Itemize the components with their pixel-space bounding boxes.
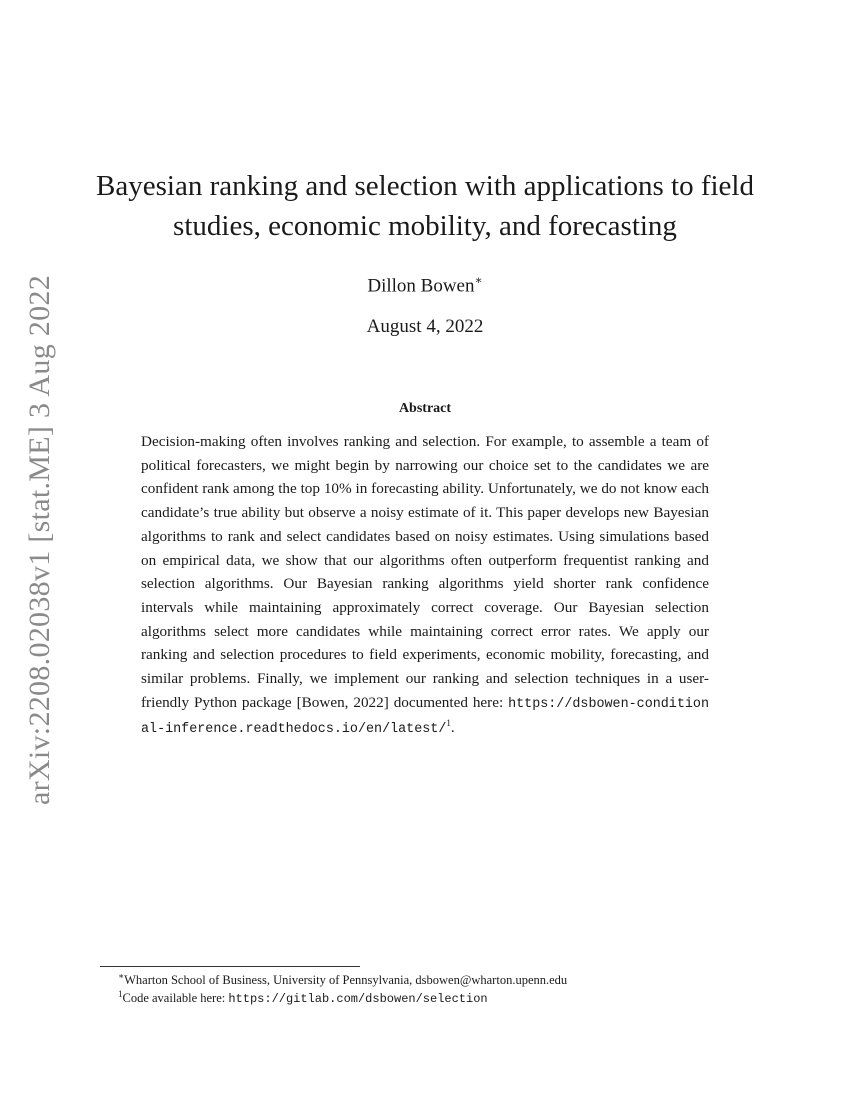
abstract-body (141, 430, 709, 742)
footnote-separator (100, 966, 360, 967)
footnotes (118, 971, 758, 1008)
title-line-2: studies, economic mobility, and forecasting (173, 210, 677, 242)
footnote-2-mark: 1 (118, 988, 123, 999)
footnote-code (118, 989, 758, 1008)
author-footnote-mark: ∗ (474, 273, 483, 287)
code-repository-link[interactable]: https://gitlab.com/dsbowen/selection (228, 992, 488, 1006)
footnote-2-text: Code available here: (122, 991, 226, 1005)
arxiv-identifier-stamp: arXiv:2208.02038v1 [stat.ME] 3 Aug 2022 (23, 275, 56, 805)
abstract-text: Decision-making often involves ranking and selection. For example, to assemble a team of political forecasters, we might begin by narrowing our choice set to the candidates we are confident rank among the top 10% in forecasting ability. Unfortunately, we do not know each candidate’s true ability but observe a noisy estimate of it. This paper develops new Bayesian algorithms to rank and select candidates based on noisy estimates. Using simulations based on empirical data, we show that our algorithms often outperform frequentist ranking and selection algorithms. Our Bayesian ranking algorithms yield shorter rank confidence intervals while maintaining approximately correct coverage. Our Bayesian selection algorithms select more candidates while maintaining correct error rates. We apply our ranking and selection procedures to field experiments, economic mobility, forecasting, and similar problems. Finally, we implement our ranking and selection techniques in a user-friendly Python package [Bowen, 2022] documented here: (141, 433, 709, 711)
paper-title (90, 166, 760, 246)
author-name-text: Dillon Bowen (367, 275, 475, 297)
footnote-1-text: Wharton School of Business, University of Pennsylvania, dsbowen@wharton.upenn.edu (124, 973, 568, 987)
footnote-affiliation (118, 971, 758, 989)
abstract-period: . (450, 719, 455, 737)
abstract-heading: Abstract (398, 401, 452, 416)
abstract-footnote-mark: 1 (446, 718, 451, 729)
author-name (0, 273, 850, 297)
publication-date: August 4, 2022 (366, 316, 484, 337)
title-line-1: Bayesian ranking and selection with applications to field (96, 170, 754, 202)
documentation-link[interactable]: https://dsbowen-conditional-inference.readthedocs.io/en/latest/ (141, 696, 709, 738)
footnote-1-mark: ∗ (118, 970, 125, 981)
